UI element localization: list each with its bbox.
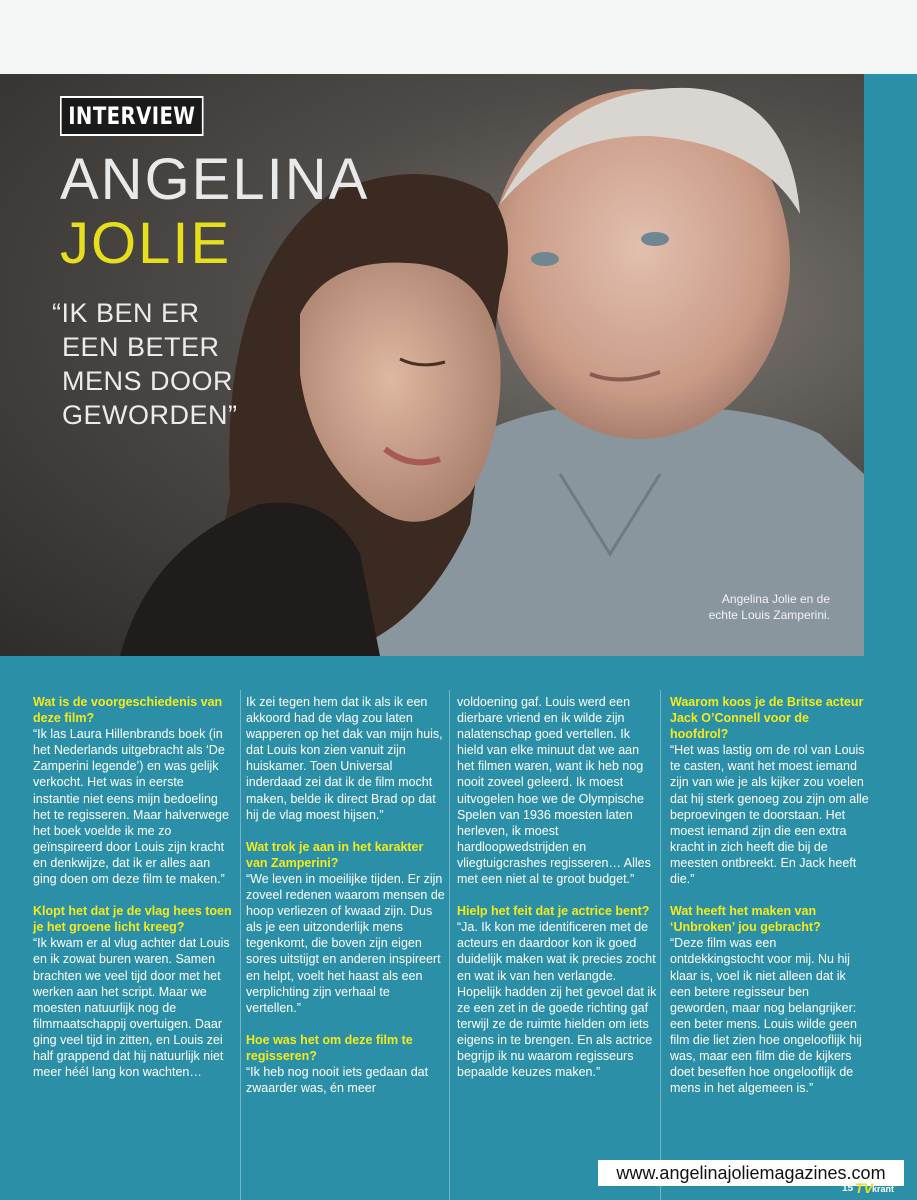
right-margin (864, 74, 917, 1200)
article-column-1 (33, 694, 233, 1096)
answer: voldoening gaf. Louis werd een dierbare vriend en ik wilde zijn nalatenschap goed vertellen. Ik hield van elke minuut dat we aan het filmen waren, want ik heb nog nooit zoveel geleerd. Ik moest uitvogelen hoe we de Olympische Spelen van 1936 moesten laten herleven, ik moest hardloopwedstrijden en vliegtuigcrashes regisseren… Alles met een niet al te groot budget.” (457, 695, 651, 887)
photo-caption (700, 591, 830, 623)
question: Hoe was het om deze film te regisseren? (246, 1032, 413, 1063)
pull-quote-line: EEN BETER (62, 332, 220, 362)
article-column-4 (670, 694, 870, 1112)
answer: “Deze film was een ontdekkingstocht voor mij. Nu hij klaar is, voel ik niet alleen dat ik een betere regisseur ben geworden, maar nog belangrijker: een beter mens. Louis wilde geen film die liet zien hoe ongelooflijk hij was, maar een film die de kijkers doet beseffen hoe ongelooflijk de mens in het algemeen is.” (670, 936, 862, 1096)
question: Hielp het feit dat je actrice bent? (457, 904, 650, 919)
answer: “Het was lastig om de rol van Louis te casten, want het moest iemand zijn van wie je als kijker zou voelen dat hij sterk genoeg zou zijn om alle beproevingen te doorstaan. Het moest iemand zijn die een extra kracht in zich heeft die bij de meesten ontbreekt. En Jack heeft die.” (670, 743, 869, 887)
question: Wat is de voorgeschiedenis van deze film? (33, 695, 223, 726)
magazine-logo-tv: TV (855, 1180, 873, 1196)
column-divider (660, 690, 661, 1200)
column-divider (240, 690, 241, 1200)
page-number: 15 (842, 1183, 854, 1194)
magazine-logo-krant: krant (872, 1184, 895, 1194)
article-column-3 (457, 694, 657, 1096)
answer: Ik zei tegen hem dat ik als ik een akkoord had de vlag zou laten wapperen op het dak van mijn huis, dat Louis kon zien vanuit zijn huiskamer. Toen Universal inderdaad zei dat ik de film mocht maken, belde ik direct Brad op dat hij de vlag moest hijsen.” (246, 695, 443, 822)
top-margin (0, 0, 917, 74)
section-tag: INTERVIEW (60, 96, 204, 136)
column-divider (449, 690, 450, 1200)
pull-quote-line: MENS DOOR (62, 366, 234, 396)
photo-caption-line: echte Louis Zamperini. (708, 608, 830, 622)
headline-first-name: ANGELINA (60, 147, 370, 212)
pull-quote-line: “IK BEN ER (52, 298, 200, 328)
pull-quote-line: GEWORDEN” (62, 400, 238, 430)
answer: “Ik heb nog nooit iets gedaan dat zwaarder was, én meer (246, 1064, 429, 1096)
question: Waarom koos je de Britse acteur Jack O’Connell voor de hoofdrol? (670, 695, 864, 742)
question: Wat heeft het maken van ‘Unbroken’ jou gebracht? (670, 904, 821, 935)
watermark-url: www.angelinajoliemagazines.com (598, 1160, 904, 1186)
question: Klopt het dat je de vlag hees toen je het groene licht kreeg? (33, 904, 232, 935)
article-column-2 (246, 694, 446, 1112)
answer: “Ik kwam er al vlug achter dat Louis en ik zowat buren waren. Samen brachten we veel tijd door met het werken aan het script. Maar we moesten natuurlijk nog de filmmaatschappij overtuigen. Daar ging veel tijd in zitten, en Louis zei half grappend dat hij natuurlijk niet meer héél lang kon wachten… (33, 936, 230, 1080)
answer: “Ja. Ik kon me identificeren met de acteurs en daardoor kon ik goed duidelijk maken wat ik precies zocht en wat ik van hen verlangde. Hopelijk hadden zij het gevoel dat ik ze een zet in de goede richting gaf terwijl ze de ruimte hielden om iets eigens in te brengen. En als actrice begrijp ik nu waarom regisseurs bepaalde keuzes maken.” (457, 920, 657, 1080)
pull-quote (52, 296, 238, 432)
answer: “Ik las Laura Hillenbrands boek (in het Nederlands uitgebracht als ‘De Zamperini legende’) en was gelijk verkocht. Het was in eerste instantie niet eens mijn bedoeling het te regisseren. Maar halverwege het boek voelde ik me zo geïnspireerd door Louis zijn kracht en denkwijze, dat ik er alles aan ging doen om deze film te maken.” (33, 727, 229, 887)
photo-caption-line: Angelina Jolie en de (721, 592, 830, 606)
question: Wat trok je aan in het karakter van Zamperini? (246, 839, 424, 870)
headline-last-name: JOLIE (60, 211, 232, 276)
answer: “We leven in moeilijke tijden. Er zijn zoveel redenen waarom mensen de hoop verliezen of kwaad zijn. Dus als je een uitzonderlijk mens tegenkomt, die boven zijn eigen sores uitstijgt en anderen inspireert en helpt, voelt het haast als een verplichting zijn verhaal te vertellen.” (246, 871, 445, 1015)
